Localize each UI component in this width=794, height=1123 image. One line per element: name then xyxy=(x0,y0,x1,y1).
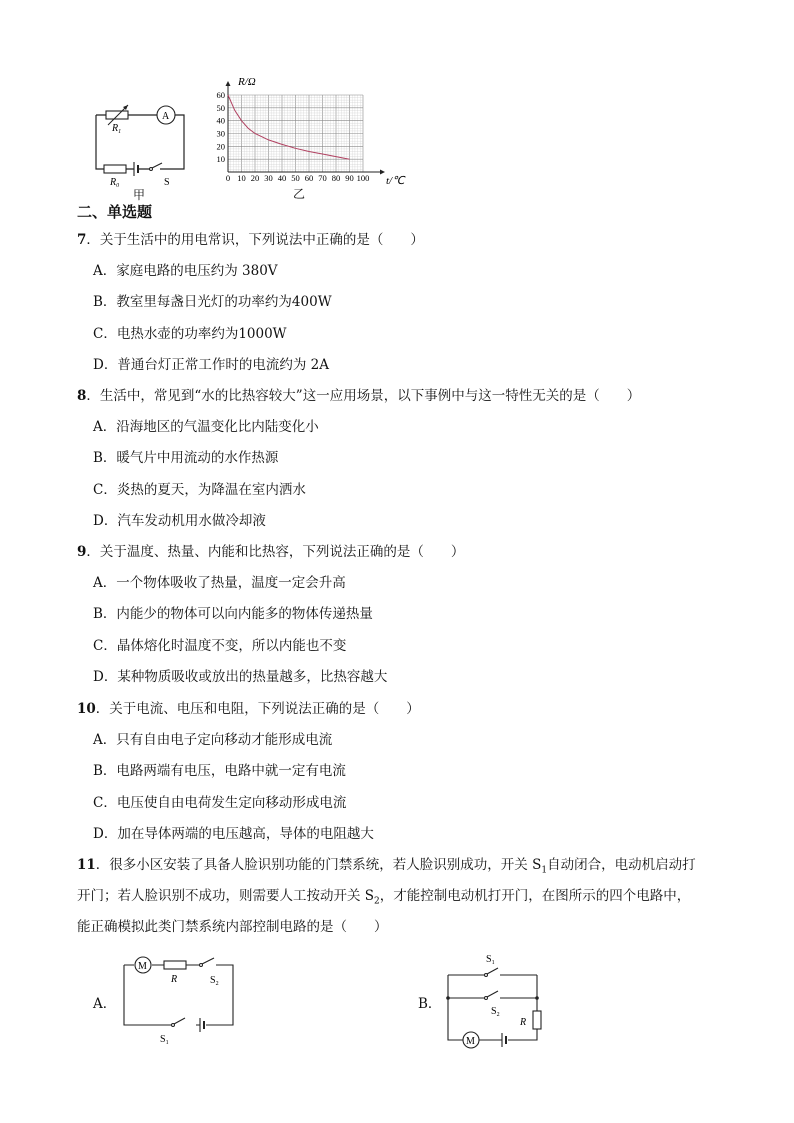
question-7-stem: 7．关于生活中的用电常识，下列说法中正确的是（ ） xyxy=(77,232,424,248)
question-9-option-a[interactable]: A．一个物体吸收了热量，温度一定会升高 xyxy=(93,575,346,592)
switch-s-label: S xyxy=(164,177,170,188)
option-a-circuit xyxy=(118,950,243,1045)
question-8-option-d[interactable]: D．汽车发动机用水做冷却液 xyxy=(93,512,266,529)
motor-label: M xyxy=(466,1036,475,1047)
switch-s-icon xyxy=(152,163,162,168)
x-tick-label: 10 xyxy=(237,173,246,183)
r0-resistor xyxy=(104,165,126,173)
question-8-option-a[interactable]: A．沿海地区的气温变化比内陆变化小 xyxy=(93,419,319,436)
x-tick-label: 30 xyxy=(264,173,273,183)
question-10-option-c[interactable]: C．电压使自由电荷发生定向移动形成电流 xyxy=(93,794,347,811)
figure-yi-label: 乙 xyxy=(293,187,306,201)
question-9-option-b[interactable]: B．内能少的物体可以向内能多的物体传递热量 xyxy=(93,606,373,623)
r1-label: $R_1$ xyxy=(112,123,122,135)
x-axis-arrow xyxy=(380,170,385,175)
y-tick-label: 40 xyxy=(216,115,225,126)
switch-s1-label: $S_1$ xyxy=(486,954,495,966)
figure-yi-graph xyxy=(210,75,410,191)
question-11-line3: 能正确模拟此类门禁系统内部控制电路的是（ ） xyxy=(77,919,388,935)
question-9-stem: 9．关于温度、热量、内能和比热容，下列说法正确的是（ ） xyxy=(77,544,465,560)
switch-s1-label: $S_1$ xyxy=(160,1034,169,1045)
y-axis-label: R/Ω xyxy=(238,76,256,88)
option-b-circuit xyxy=(440,950,555,1055)
x-tick-label: 60 xyxy=(304,173,314,183)
question-10-option-b[interactable]: B．电路两端有电压，电路中就一定有电流 xyxy=(93,763,346,780)
x-tick-label: 40 xyxy=(277,173,287,183)
switch-s2-label: $S_2$ xyxy=(210,975,219,987)
y-axis-arrow xyxy=(226,81,231,86)
question-8-option-c[interactable]: C．炎热的夏天，为降温在室内洒水 xyxy=(93,481,306,498)
y-tick-label: 30 xyxy=(216,128,225,139)
x-tick-label: 100 xyxy=(356,173,370,183)
resistor-r xyxy=(533,1011,541,1029)
section-title: 二、单选题 xyxy=(77,203,153,221)
y-tick-label: 50 xyxy=(216,102,225,113)
resistor-label: R xyxy=(520,1017,527,1028)
x-tick-label: 90 xyxy=(345,173,354,183)
ammeter-label: A xyxy=(162,111,170,122)
r0-label: $R_0$ xyxy=(110,177,120,189)
figure-jia-label: 甲 xyxy=(133,188,146,202)
x-axis-label: t/℃ xyxy=(386,175,405,187)
switch-s1-icon xyxy=(487,968,498,974)
option-b-label[interactable]: B． xyxy=(418,996,442,1012)
x-tick-label: 80 xyxy=(331,173,341,183)
question-7-option-d[interactable]: D．普通台灯正常工作时的电流约为 2A xyxy=(93,356,329,373)
question-10-option-a[interactable]: A．只有自由电子定向移动才能形成电流 xyxy=(93,732,333,749)
question-11-line1: 11．很多小区安装了具备人脸识别功能的门禁系统，若人脸识别成功，开关 $S_1$自动闭合，电动机启动打 xyxy=(77,857,696,876)
motor-label: M xyxy=(138,961,147,972)
option-a-label[interactable]: A． xyxy=(93,996,117,1012)
question-11-line2: 开门；若人脸识别不成功，则需要人工按动开关 $S_2$，才能控制电动机打开门，在图所示的四个电路中， xyxy=(77,888,691,907)
y-tick-label: 60 xyxy=(216,90,225,100)
switch-s2-icon xyxy=(202,958,214,964)
resistor-label: R xyxy=(171,974,178,985)
question-7-option-a[interactable]: A．家庭电路的电压约为 380V xyxy=(93,263,278,280)
x-tick-label: 20 xyxy=(250,173,260,183)
r1-resistor xyxy=(106,111,128,119)
y-tick-label: 20 xyxy=(216,141,225,152)
question-10-option-d[interactable]: D．加在导体两端的电压越高，导体的电阻越大 xyxy=(93,825,374,842)
question-9-option-c[interactable]: C．晶体熔化时温度不变，所以内能也不变 xyxy=(93,637,347,654)
switch-s1-icon xyxy=(174,1018,185,1024)
x-tick-label: 50 xyxy=(291,173,300,183)
question-8-option-b[interactable]: B．暖气片中用流动的水作热源 xyxy=(93,450,279,467)
question-9-option-d[interactable]: D．某种物质吸收或放出的热量越多，比热容越大 xyxy=(93,668,388,685)
circuit-jia-diagram xyxy=(90,95,190,195)
switch-s2-label: $S_2$ xyxy=(491,1006,500,1018)
r-t-curve xyxy=(228,95,350,159)
question-8-stem: 8．生活中，常见到“水的比热容较大”这一应用场景，以下事例中与这一特性无关的是（ ） xyxy=(77,388,641,404)
question-7-option-c[interactable]: C．电热水壶的功率约为1000W xyxy=(93,325,287,342)
x-tick-label: 0 xyxy=(225,173,231,183)
switch-s2-icon xyxy=(487,991,498,997)
question-7-option-b[interactable]: B．教室里每盏日光灯的功率约为400W xyxy=(93,294,332,311)
resistor-r xyxy=(164,961,186,969)
y-tick-label: 10 xyxy=(216,154,225,165)
question-10-stem: 10．关于电流、电压和电阻，下列说法正确的是（ ） xyxy=(77,701,420,717)
x-tick-label: 70 xyxy=(318,173,327,183)
